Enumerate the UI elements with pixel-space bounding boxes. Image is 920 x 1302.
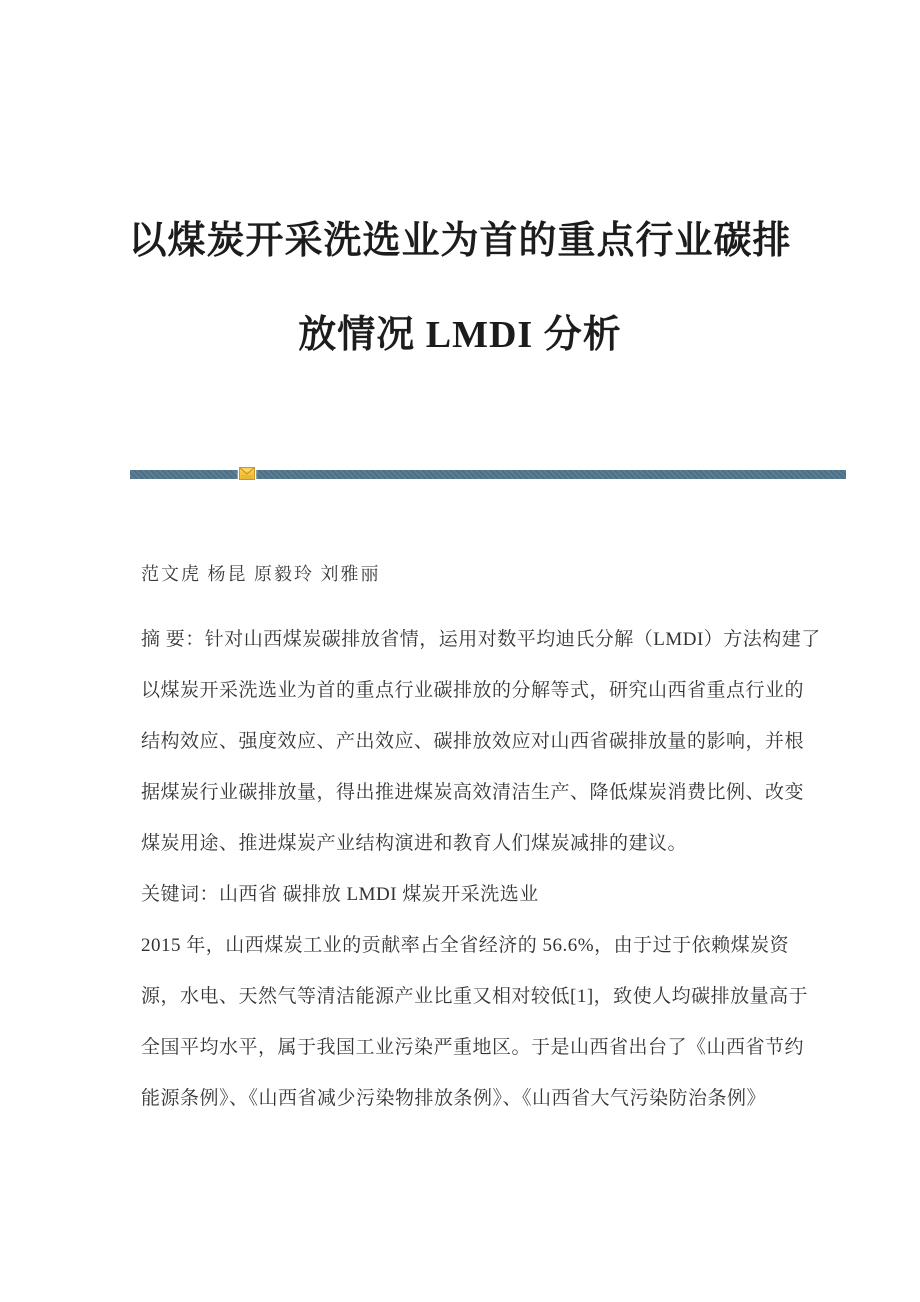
abstract-line: 结构效应、强度效应、产出效应、碳排放效应对山西省碳排放量的影响，并根 [141,731,805,752]
body-paragraph [141,920,809,1124]
page-title [0,194,920,382]
abstract-paragraph [141,614,821,869]
abstract-line: 摘 要：针对山西煤炭碳排放省情，运用对数平均迪氏分解（LMDI）方法构建了 [141,629,821,650]
envelope-icon [238,465,256,482]
keywords-line: 关键词：山西省 碳排放 LMDI 煤炭开采洗选业 [141,884,539,905]
body-line: 源，水电、天然气等清洁能源产业比重又相对较低[1]，致使人均碳排放量高于 [141,986,809,1007]
body-line: 能源条例》、《山西省减少污染物排放条例》、《山西省大气污染防治条例》 [141,1088,767,1109]
body-line: 全国平均水平，属于我国工业污染严重地区。于是山西省出台了《山西省节约 [141,1037,805,1058]
page-title-line2: 放情况 LMDI 分析 [298,314,622,356]
abstract-line: 以煤炭开采洗选业为首的重点行业碳排放的分解等式，研究山西省重点行业的 [141,680,805,701]
abstract-line: 据煤炭行业碳排放量，得出推进煤炭高效清洁生产、降低煤炭消费比例、改变 [141,782,805,803]
authors-line: 范文虎 杨昆 原毅玲 刘雅丽 [141,564,381,584]
title-divider-bar [130,470,846,479]
page-title-line1: 以煤炭开采洗选业为首的重点行业碳排 [128,220,792,262]
abstract-line: 煤炭用途、推进煤炭产业结构演进和教育人们煤炭减排的建议。 [141,833,688,854]
article-content [141,614,821,1124]
body-line: 2015 年，山西煤炭工业的贡献率占全省经济的 56.6%，由于过于依赖煤炭资 [141,935,790,956]
